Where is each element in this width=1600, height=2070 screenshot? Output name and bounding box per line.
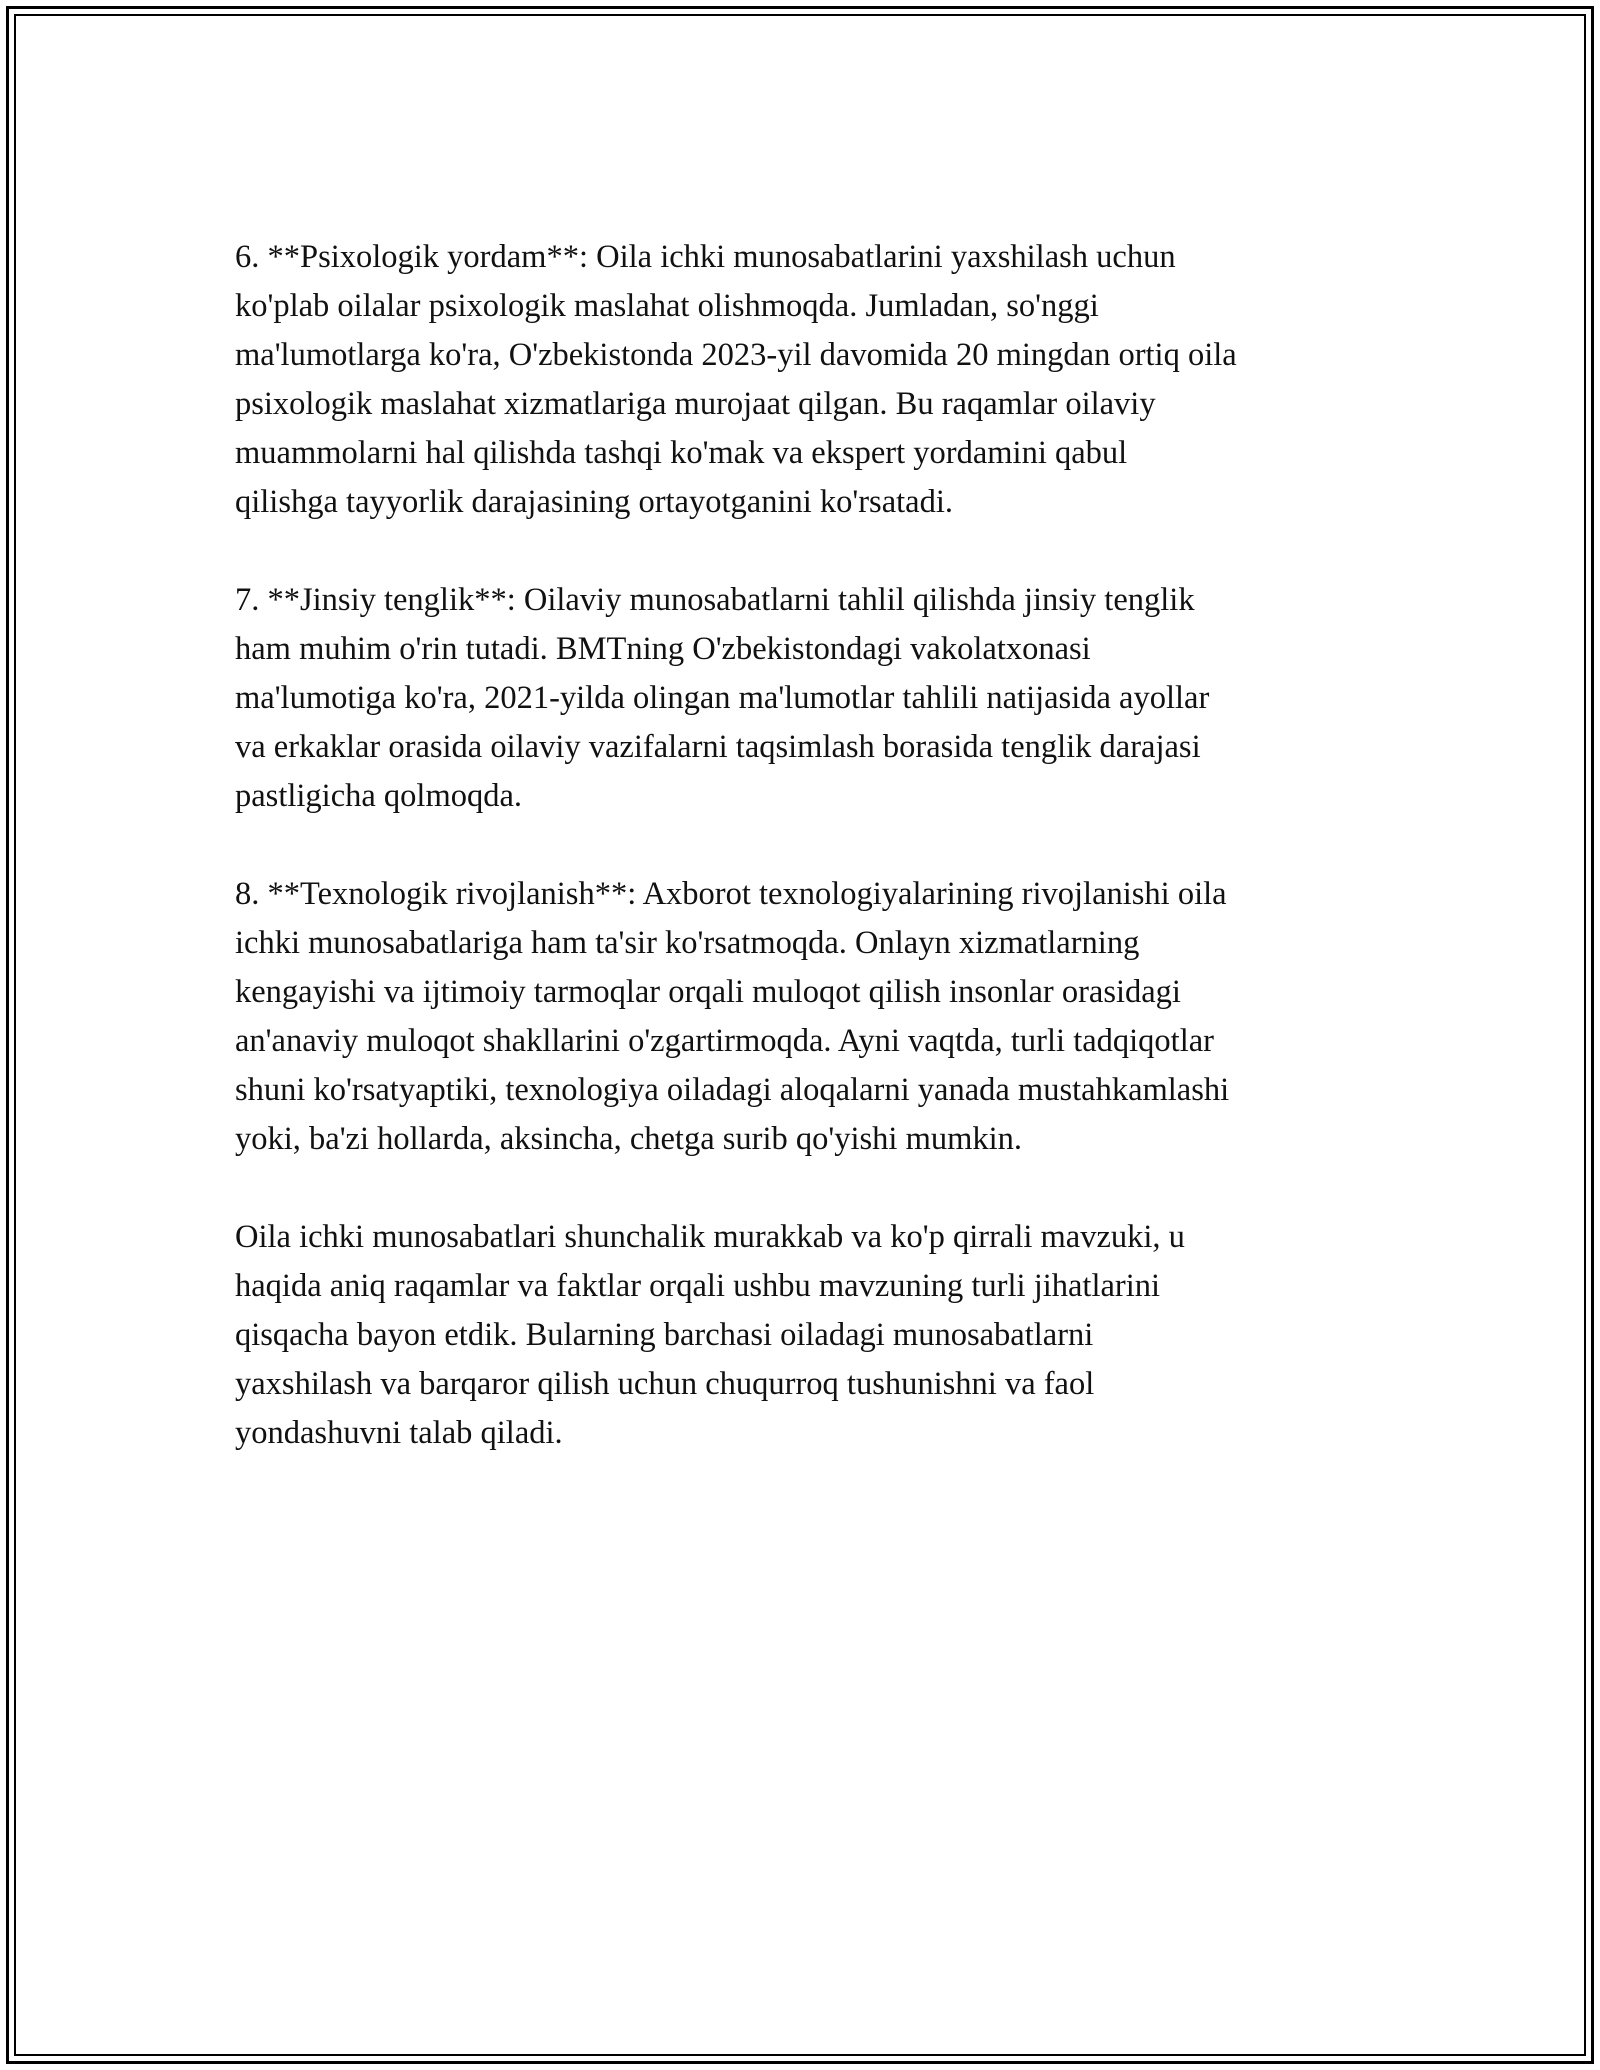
paragraph-psixologik-yordam: 6. **Psixologik yordam**: Oila ichki munosabatlarini yaxshilash uchun ko'plab oilalar psixologik maslahat olishmoqda. Jumladan, so'nggi ma'lumotlarga ko'ra, O'zbekistonda 2023-yil davomida 20 mingdan ortiq oila psixologik maslahat xizmatlariga murojaat qilgan. Bu raqamlar oilaviy muammolarni hal qilishda tashqi ko'mak va ekspert yordamini qabul qilishga tayyorlik darajasining ortayotganini ko'rsatadi.: [235, 239, 1237, 520]
document-body: [235, 233, 1385, 1507]
paragraph-conclusion: Oila ichki munosabatlari shunchalik murakkab va ko'p qirrali mavzuki, u haqida aniq raqamlar va faktlar orqali ushbu mavzuning turli jihatlarini qisqacha bayon etdik. Bularning barchasi oiladagi munosabatlarni yaxshilash va barqaror qilish uchun chuqurroq tushunishni va faol yondashuvni talab qiladi.: [235, 1219, 1185, 1451]
paragraph-texnologik-rivojlanish: 8. **Texnologik rivojlanish**: Axborot texnologiyalarining rivojlanishi oila ichki munosabatlariga ham ta'sir ko'rsatmoqda. Onlayn xizmatlarning kengayishi va ijtimoiy tarmoqlar orqali muloqot qilish insonlar orasidagi an'anaviy muloqot shakllarini o'zgartirmoqda. Ayni vaqtda, turli tadqiqotlar shuni ko'rsatyaptiki, texnologiya oiladagi aloqalarni yanada mustahkamlashi yoki, ba'zi hollarda, aksincha, chetga surib qo'yishi mumkin.: [235, 876, 1230, 1157]
paragraph-jinsiy-tenglik: 7. **Jinsiy tenglik**: Oilaviy munosabatlarni tahlil qilishda jinsiy tenglik ham muhim o'rin tutadi. BMTning O'zbekistondagi vakolatxonasi ma'lumotiga ko'ra, 2021-yilda olingan ma'lumotlar tahlili natijasida ayollar va erkaklar orasida oilaviy vazifalarni taqsimlash borasida tenglik darajasi pastligicha qolmoqda.: [235, 582, 1210, 814]
